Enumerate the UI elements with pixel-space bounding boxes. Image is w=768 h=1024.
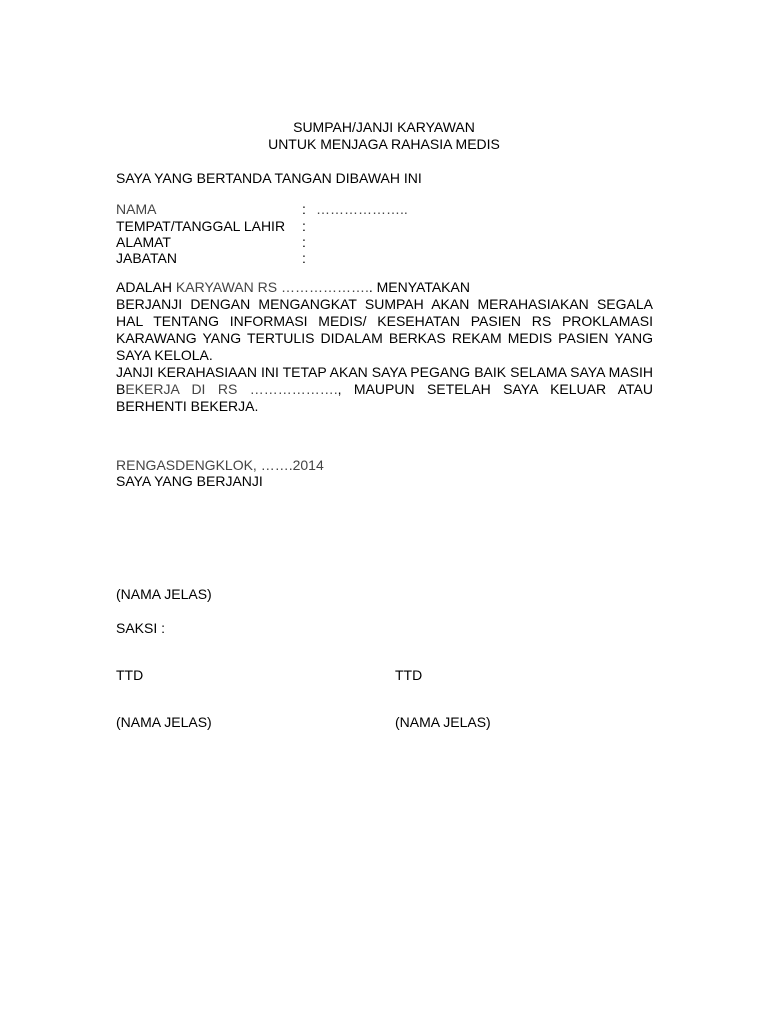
witness-right-sign: TTD xyxy=(395,667,423,683)
witness-left-name: (NAMA JELAS) xyxy=(116,714,212,730)
statement-p2-workplace: EKERJA DI RS ………………. xyxy=(125,381,338,397)
document-subtitle: UNTUK MENJAGA RAHASIA MEDIS xyxy=(268,136,500,152)
field-separator: : xyxy=(302,201,306,217)
witness-label: SAKSI : xyxy=(116,620,166,636)
field-separator: : xyxy=(302,234,306,250)
field-separator: : xyxy=(302,218,306,234)
statement-lead-employee: KARYAWAN RS ………………. xyxy=(175,279,369,295)
signer-caption: SAYA YANG BERJANJI xyxy=(116,473,263,489)
signer-name: (NAMA JELAS) xyxy=(116,586,212,602)
statement-lead xyxy=(116,279,653,296)
field-separator: : xyxy=(302,250,306,266)
field-label-nama: NAMA xyxy=(116,201,157,217)
statement-p2-start: JANJI KERAHASIAAN INI TETAP AKAN SAYA PEGANG BAIK SELAMA SAYA MASIH B xyxy=(116,364,653,397)
place-date: RENGASDENGKLOK, …….2014 xyxy=(116,457,324,473)
field-label-tempat-tanggal-lahir: TEMPAT/TANGGAL LAHIR xyxy=(116,218,286,234)
field-value-nama: ……………….. xyxy=(316,201,408,217)
intro-text: SAYA YANG BERTANDA TANGAN DIBAWAH INI xyxy=(116,170,422,186)
witness-right-name: (NAMA JELAS) xyxy=(395,714,491,730)
statement-p2-end: , MAUPUN SETELAH SAYA KELUAR ATAU BERHENTI BEKERJA. xyxy=(116,381,653,414)
statement-paragraph-2 xyxy=(116,364,653,415)
document-title: SUMPAH/JANJI KARYAWAN xyxy=(293,119,475,135)
statement-paragraph-1: BERJANJI DENGAN MENGANGKAT SUMPAH AKAN MERAHASIAKAN SEGALA HAL TENTANG INFORMASI MEDIS/ KESEHATAN PASIEN RS PROKLAMASI KARAWANG YANG TERTULIS DIDALAM BERKAS REKAM MEDIS PASIEN YANG SAYA KELOLA. xyxy=(116,296,653,363)
field-label-jabatan: JABATAN xyxy=(116,250,177,266)
statement-lead-end: . MENYATAKAN xyxy=(368,279,470,295)
statement-block xyxy=(116,279,653,415)
field-label-alamat: ALAMAT xyxy=(116,234,171,250)
witness-left-sign: TTD xyxy=(116,667,144,683)
statement-lead-word: ADALAH xyxy=(116,279,173,295)
